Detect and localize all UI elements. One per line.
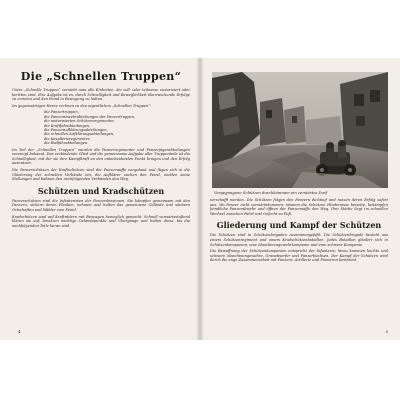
list-item: die schnellen Aufklärungsabteilungen, (44, 132, 115, 137)
left-page (0, 58, 200, 340)
list-item: die Panzerabwehrabteilungen der Panzertruppen, (44, 114, 136, 119)
section-heading: Schützen und Kradschützen (37, 185, 165, 196)
body-paragraph: Im Teil der „Schnellen Truppen“ wurden die Panzerregimenter und Panzerjägerabteilungen vereinigt bekannt. Das verbindende Glied und die gemeinsame Aufgabe aller Truppenteile ist die Schnelligkeit, mit der sie ihre Kampfkraft an den entscheidenden Punkt bringen und den Erfolg ausnutzen. (12, 147, 190, 166)
list-item: die Kavallerieregimenter, (44, 136, 91, 141)
body-paragraph: Kradschützen sind auf Krafträdern mit Beiwagen beweglich gemacht. Schnell vorwärtsstoßend klären sie auf, besetzen wichtige Geländepunkte und Übergänge und halten diese, bis die nachfolgenden Teile heran sind. (12, 214, 190, 228)
unit-list (44, 110, 190, 145)
list-item: die Radfahrabteilungen. (44, 141, 89, 146)
section-heading: Gliederung und Kampf der Schützen (216, 220, 382, 231)
intro-paragraph: Unter „Schnelle Truppen“ versteht man alle Einheiten, die voll- oder teilweise motorisiert oder beritten sind. Ihre Aufgabe ist es, durch Schnelligkeit und Beweglichkeit überraschende Erfolge zu erzielen und den Feind in Bewegung zu halten. (12, 88, 190, 102)
list-item: die Panzertruppen, (44, 110, 79, 115)
body-paragraph: Die Schützen sind in Schützenbrigaden zusammengefaßt. Die Schützenbrigade besteht aus einem Schützenregiment und einem Kradschützenbataillon. Jedes Bataillon gliedert sich in Schützenkompanien, eine Maschinengewehrkompanie und eine schwere Kompanie. (210, 233, 388, 247)
body-paragraph: Panzerschützen sind die Infanteristen der Panzerdivisionen. Sie kämpfen gemeinsam mit den Panzern, sichern deren Flanken, nehmen und halten das gewonnene Gelände und säubern Ortschaften und Wälder vom Feind. (12, 198, 190, 212)
right-page (200, 58, 400, 340)
book-gutter (196, 58, 204, 340)
page-number: 4 (18, 329, 21, 334)
photo-caption: Vorgegangene Schützen durchkämmen ein zerstörtes Dorf (214, 190, 328, 195)
list-item: die Panzeraufklärungsabteilungen, (44, 128, 108, 132)
open-booklet (0, 58, 400, 340)
body-paragraph: verschafft werden. Die Schützen folgen den Panzern dichtauf und nutzen deren Erfolg sofort aus. Wo Panzer nicht vorwärtskommen, räumen die Schützen Hindernisse beiseite, bekämpfen feindliche Panzerabwehr und öffnen der Panzerwaffe den Weg. Ihre Stärke liegt im schnellen Wechsel zwischen Fahrt und Gefecht zu Fuß. (210, 198, 388, 216)
list-intro: Im gegenwärtigen Heere rechnen zu den eigentlichen „Schnellen Truppen“: (12, 103, 152, 108)
page-number: 5 (385, 329, 388, 334)
page-title: Die „Schnellen Truppen“ (20, 70, 182, 83)
body-paragraph: Die Bewaffnung der Schützenkompanien entspricht der Infanterie; hinzu kommen leichte und schwere Maschinengewehre, Granatwerfer und Panzerbüchsen. Der Kampf der Schützen wird durch die enge Zusammenarbeit mit Panzern, Artillerie und Pionieren bestimmt. (210, 249, 388, 263)
war-photograph (212, 72, 388, 188)
list-item: die Kraftfahrabteilungen, (44, 123, 91, 128)
body-paragraph: Die Panzerschützen der Kraftschützen sind der Panzerwaffe vorgebaut und fügen sich in die Gliederung der schnellen Verbände ein; die Aufklärer suchen den Feind, melden seine Stellungen und bahnen den nachfolgenden Verbänden den Weg. (12, 168, 190, 182)
photo-illustration (212, 72, 388, 188)
list-item: die motorisierten Schützenregimenter, (44, 119, 115, 124)
